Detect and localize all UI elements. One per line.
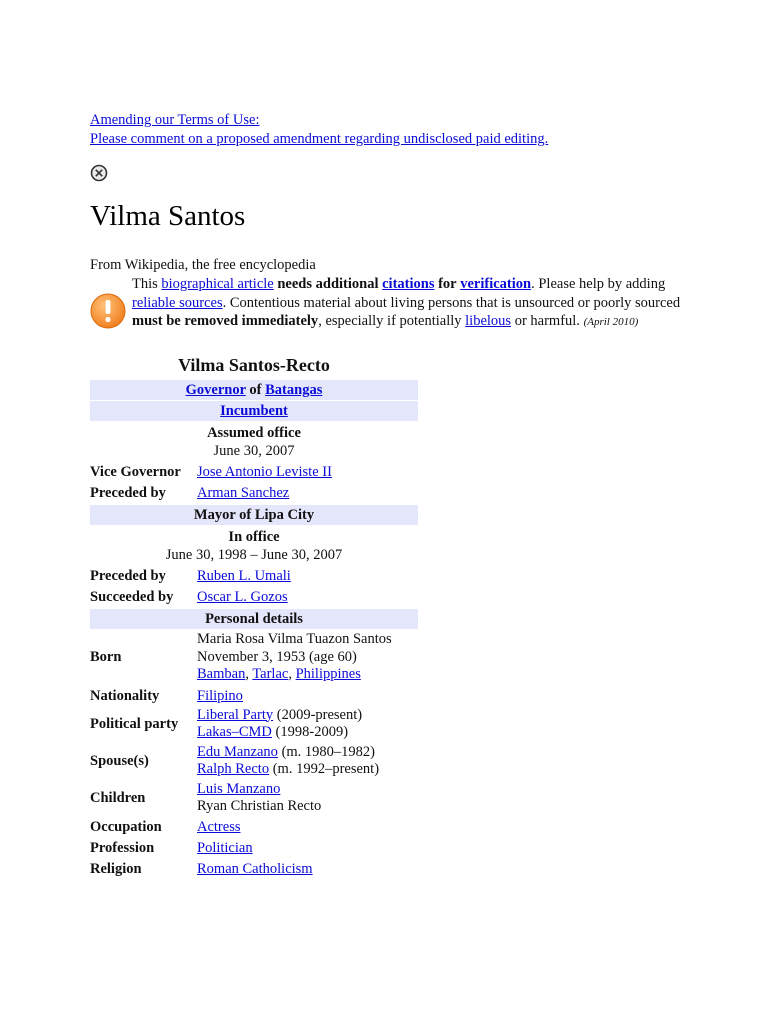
succeeded-by-link[interactable]: Oscar L. Gozos	[197, 589, 288, 605]
site-notice	[90, 111, 548, 149]
terms-amendment-link[interactable]: Amending our Terms of Use:	[90, 112, 260, 128]
religion-row: Religion Roman Catholicism	[90, 861, 313, 877]
succeeded-by-row: Succeeded by Oscar L. Gozos	[90, 589, 288, 605]
preceded-by-row: Preceded by Arman Sanchez	[90, 484, 290, 501]
spouse-row: Spouse(s) Edu Manzano (m. 1980–1982) Ralph Recto (m. 1992–present)	[90, 743, 380, 777]
nationality-link[interactable]: Filipino	[197, 688, 243, 704]
profession-link[interactable]: Politician	[197, 840, 253, 856]
infobox-office-header: Governor of Batangas	[90, 380, 418, 400]
spouse-ralph-link[interactable]: Ralph Recto	[197, 761, 270, 777]
vice-governor-link[interactable]: Jose Antonio Leviste II	[197, 463, 332, 480]
verification-link[interactable]: verification	[460, 276, 532, 292]
vice-governor-row: Vice Governor Jose Antonio Leviste II	[90, 463, 332, 480]
born-row: Born Maria Rosa Vilma Tuazon Santos November 3, 1953 (age 60) Bamban, Tarlac, Philippines	[90, 631, 392, 682]
batangas-link[interactable]: Batangas	[265, 381, 323, 398]
tarlac-link[interactable]: Tarlac	[252, 666, 289, 682]
assumed-office: Assumed office June 30, 2007	[207, 425, 301, 459]
paid-editing-comment-link[interactable]: Please comment on a proposed amendment regarding undisclosed paid editing.	[90, 131, 549, 147]
liberal-party-link[interactable]: Liberal Party	[197, 706, 274, 723]
philippines-link[interactable]: Philippines	[295, 666, 361, 682]
preceded-by-link[interactable]: Arman Sanchez	[197, 484, 290, 501]
incumbent-link[interactable]: Incumbent	[220, 403, 288, 419]
governor-link[interactable]: Governor	[185, 381, 246, 398]
profession-row: Profession Politician	[90, 840, 253, 856]
lakas-cmd-link[interactable]: Lakas–CMD	[197, 724, 272, 740]
biographical-article-link[interactable]: biographical article	[161, 276, 274, 292]
libelous-link[interactable]: libelous	[465, 313, 512, 329]
citation-warning-box	[90, 275, 690, 332]
occupation-link[interactable]: Actress	[197, 819, 241, 835]
child-luis-link[interactable]: Luis Manzano	[197, 780, 281, 797]
religion-link[interactable]: Roman Catholicism	[197, 861, 313, 877]
close-icon[interactable]	[90, 164, 108, 182]
spouse-edu-link[interactable]: Edu Manzano	[197, 743, 278, 760]
political-party-row: Political party Liberal Party (2009-present) Lakas–CMD (1998-2009)	[90, 706, 363, 740]
infobox-incumbent-header	[90, 401, 418, 421]
infobox-personal-header: Personal details	[90, 609, 418, 629]
page-title: Vilma Santos	[90, 200, 246, 232]
site-tagline: From Wikipedia, the free encyclopedia	[90, 257, 316, 273]
citation-warning-text: This biographical article needs additional citations for verification. Please help by adding reliable sources. Contentious material about living persons that is unsourced or poorly sourced must be removed immediately, especially if potentially libelous or harmful. (April 2010)	[132, 276, 681, 329]
mayor-preceded-by-row: Preceded by Ruben L. Umali	[90, 568, 291, 584]
occupation-row: Occupation Actress	[90, 819, 241, 835]
infobox	[90, 352, 418, 880]
bamban-link[interactable]: Bamban	[197, 666, 246, 682]
reliable-sources-link[interactable]: reliable sources	[132, 294, 223, 311]
warning-date: (April 2010)	[583, 316, 639, 328]
infobox-mayor-header: Mayor of Lipa City	[90, 505, 418, 525]
warning-icon	[90, 293, 126, 329]
citations-link[interactable]: citations	[382, 276, 435, 292]
infobox-caption: Vilma Santos-Recto	[178, 355, 330, 375]
children-row: Children Luis Manzano Ryan Christian Recto	[90, 780, 322, 814]
nationality-row: Nationality Filipino	[90, 688, 243, 704]
in-office: In office June 30, 1998 – June 30, 2007	[165, 528, 343, 563]
mayor-preceded-by-link[interactable]: Ruben L. Umali	[197, 568, 291, 584]
